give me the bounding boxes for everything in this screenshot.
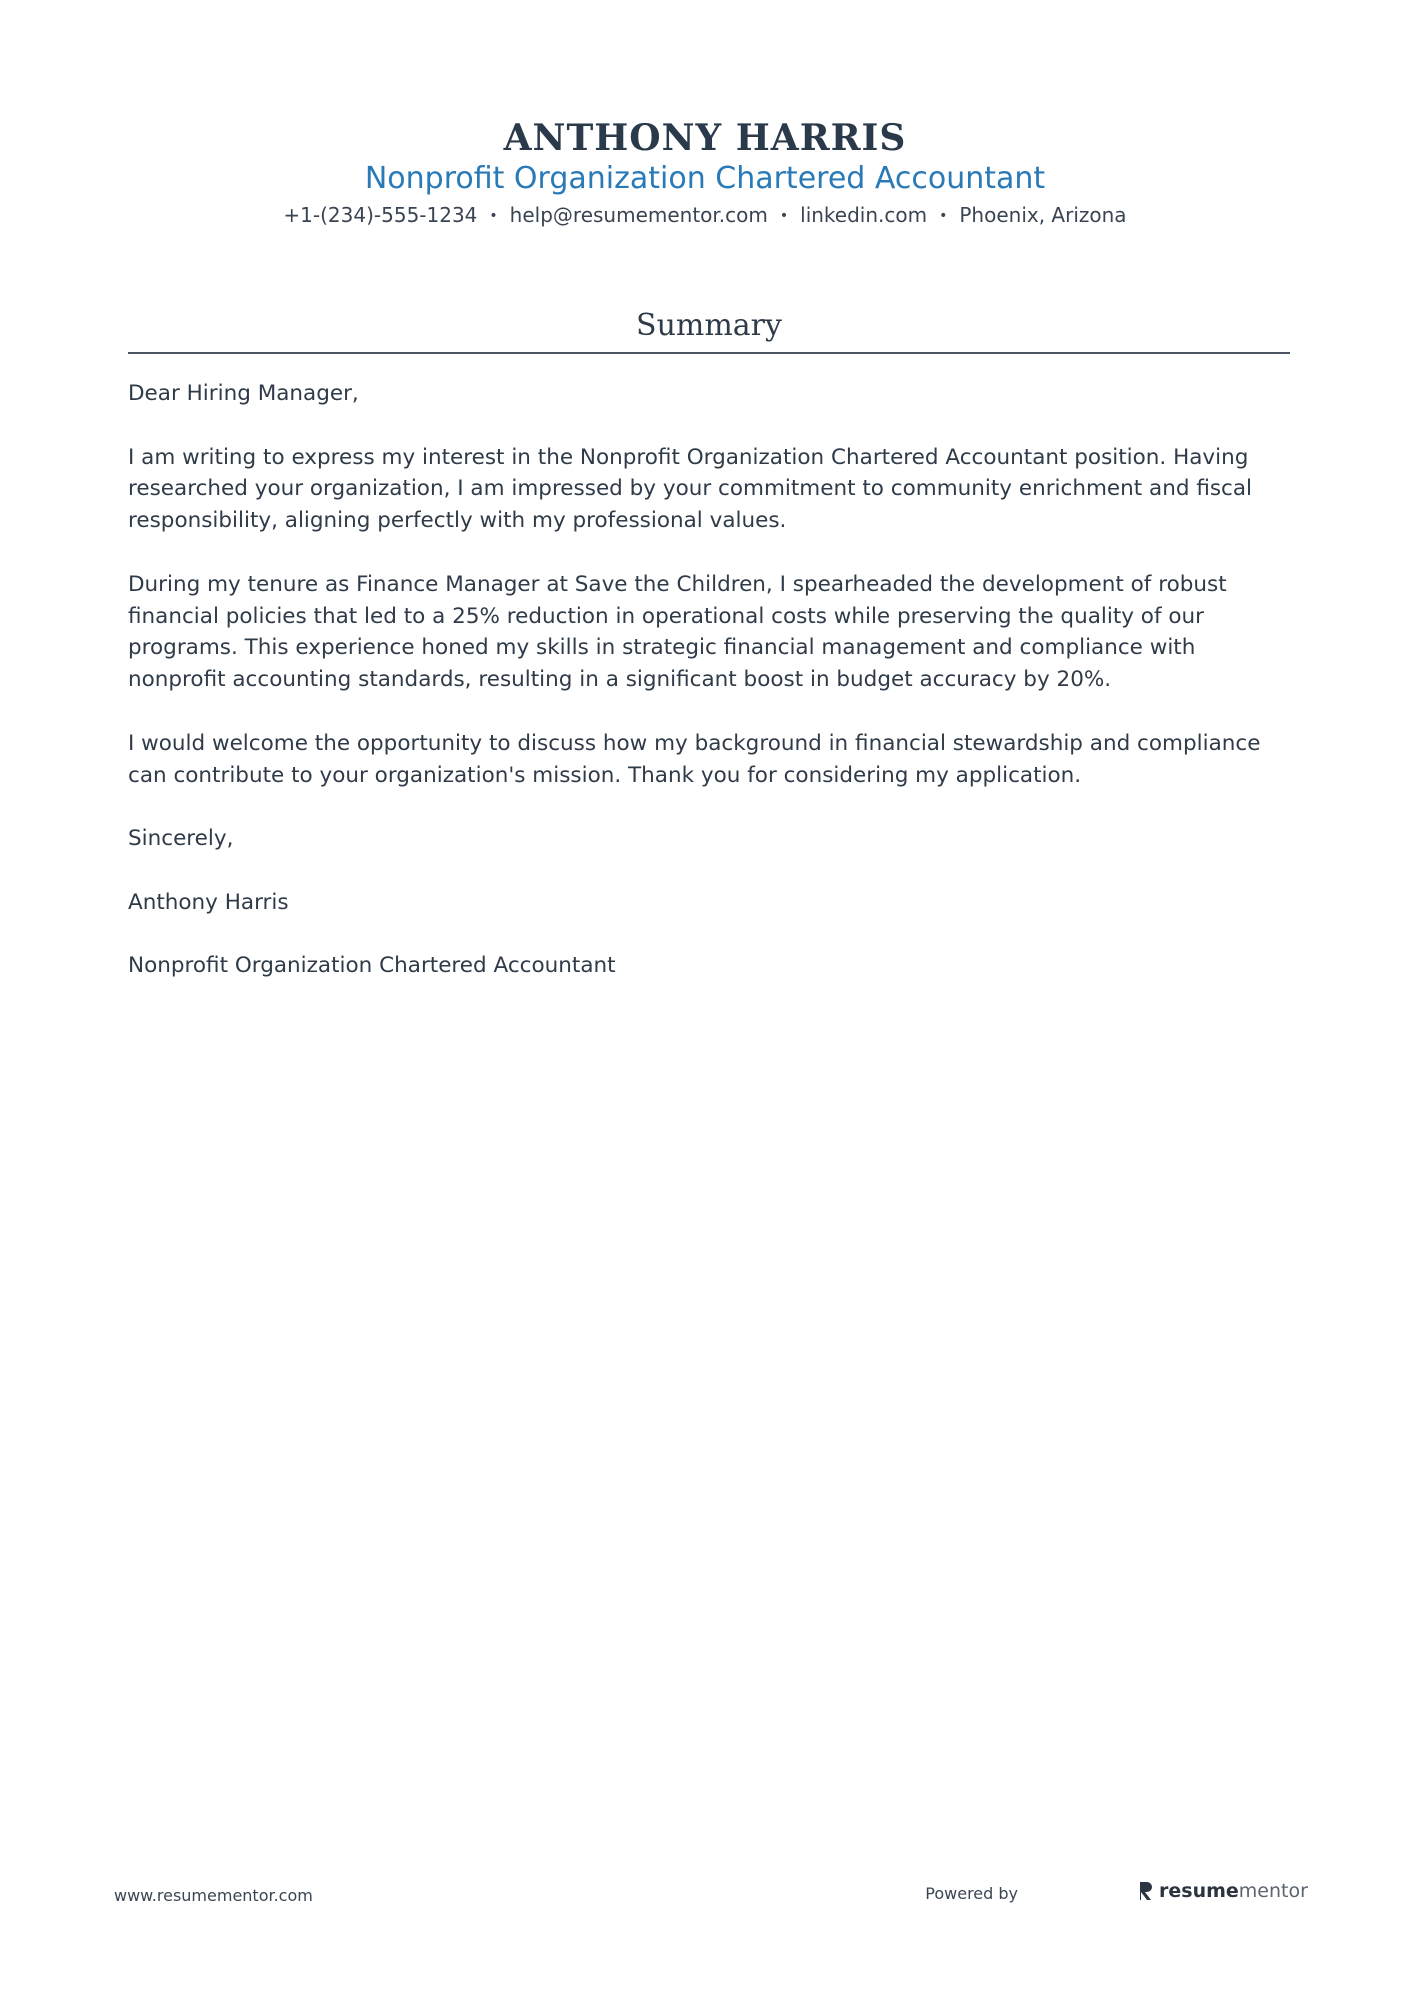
signature-title: Nonprofit Organization Chartered Accountant [128,953,616,979]
contact-linkedin[interactable]: linkedin.com [800,203,928,227]
section-title-summary: Summary [636,308,782,343]
resumementor-logo[interactable] [1138,1880,1308,1902]
powered-by-label: Powered by [925,1884,1018,1903]
candidate-name: ANTHONY HARRIS [503,117,907,159]
letter-body [128,378,1290,1014]
wordmark-bold: resume [1159,1880,1239,1902]
signature-name: Anthony Harris [128,889,289,915]
wordmark-light: mentor [1238,1880,1308,1902]
section-divider [128,352,1290,354]
contact-separator: • [489,208,498,224]
letter-paragraph: I am writing to express my interest in the Nonprofit Organization Chartered Accountant position. Having researched your organization, I am impressed by your commitment to community enrichment and fiscal responsibility, aligning perfectly with my professional values. [128,444,1253,534]
contact-phone: +1-(234)-555-1234 [283,203,478,227]
contact-separator: • [939,208,948,224]
contact-email[interactable]: help@resumementor.com [509,203,768,227]
job-title: Nonprofit Organization Chartered Accountant [364,161,1046,196]
letter-closing: Sincerely, [128,826,234,852]
contact-separator: • [779,208,789,224]
contact-location: Phoenix, Arizona [959,203,1127,227]
letter-greeting: Dear Hiring Manager, [128,381,359,406]
contact-line [0,200,1410,231]
footer-website-link[interactable]: www.resumementor.com [114,1886,313,1905]
resume-header [0,116,1410,231]
resumementor-logo-icon [1138,1880,1154,1902]
letter-paragraph: During my tenure as Finance Manager at Save the Children, I spearheaded the development of robust financial policies that led to a 25% reduction in operational costs while preserving the quality of our programs. This experience honed my skills in strategic financial management and compliance with nonprofit accounting standards, resulting in a significant boost in budget accuracy by 20%. [128,571,1227,693]
resumementor-wordmark [1159,1880,1308,1902]
letter-paragraph: I would welcome the opportunity to discuss how my background in financial stewardship and compliance can contribute to your organization's mission. Thank you for considering my application. [128,730,1261,788]
